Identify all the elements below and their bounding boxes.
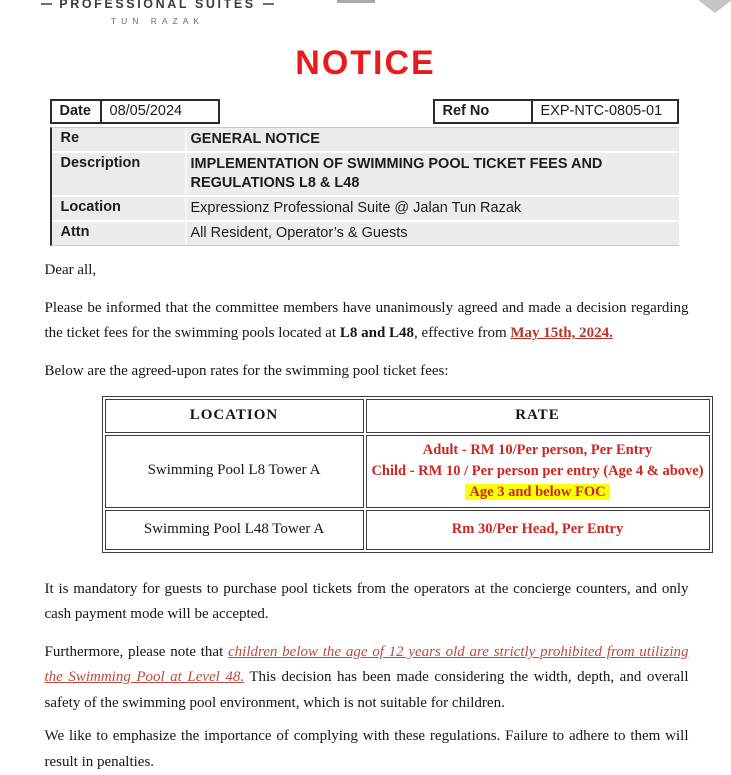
salutation: Dear all,: [45, 258, 689, 284]
rates-table: [102, 396, 713, 553]
para1-levels: L8 and L48: [340, 325, 414, 341]
notice-title: NOTICE: [3, 0, 729, 83]
date-label: Date: [50, 99, 102, 124]
brand-dash-left: [41, 3, 53, 5]
meta-row-location: [52, 197, 679, 222]
meta-gray-rows: [50, 127, 679, 246]
para1-mid: , effective from: [414, 325, 510, 341]
date-value: 08/05/2024: [100, 99, 220, 124]
triangle-down-icon: [698, 0, 731, 13]
description-label: Description: [52, 153, 187, 195]
re-label: Re: [52, 128, 187, 151]
paragraph-mandatory-tickets: It is mandatory for guests to purchase pool tickets from the operators at the concierge counters, and only cash payment mode will be accepted.: [45, 577, 689, 628]
child-rate: Child - RM 10 / Per person per entry (Age 4 & above): [371, 461, 705, 482]
meta-row-description: [52, 153, 679, 197]
para3-pre: Furthermore, please note that: [45, 644, 229, 660]
effective-date: May 15th, 2024.: [510, 325, 613, 341]
refno-label: Ref No: [433, 99, 533, 124]
rates-intro-line: Below are the agreed-upon rates for the swimming pool ticket fees:: [45, 359, 689, 385]
para3-post: This decision has been made considering the width, depth, and overall safety of the swimming pool environment, which is not suitable for children.: [45, 669, 689, 711]
paragraph-compliance: We like to emphasize the importance of complying with these regulations. Failure to adhere to them will result in penalties.: [45, 724, 689, 775]
rate-column-header: RATE: [366, 399, 710, 433]
scan-artifact-bar: [337, 0, 375, 3]
adult-rate: Adult - RM 10/Per person, Per Entry: [371, 440, 705, 461]
meta-row-date-ref: [50, 99, 679, 124]
attn-value: All Resident, Operator’s & Guests: [187, 222, 679, 245]
rates-header-row: [105, 399, 710, 433]
foc-highlight: Age 3 and below FOC: [465, 484, 609, 500]
table-row-pool-l8: [105, 435, 710, 508]
paragraph-effective-date: [45, 296, 689, 347]
brand-subtitle: TUN RAZAK: [41, 16, 275, 26]
re-value: GENERAL NOTICE: [187, 128, 679, 151]
brand-name-row: [41, 0, 275, 11]
description-value: IMPLEMENTATION OF SWIMMING POOL TICKET FEES AND REGULATIONS L8 & L48: [187, 153, 679, 195]
notice-document: [3, 0, 729, 720]
meta-row-spacer: [220, 99, 433, 124]
meta-row-re: [52, 128, 679, 153]
meta-table: [50, 99, 679, 246]
pool-l8-location: Swimming Pool L8 Tower A: [105, 435, 364, 508]
attn-label: Attn: [52, 222, 187, 245]
meta-row-attn: [52, 222, 679, 245]
para1-text: Please be informed that the committee members have unanimously agreed and made a decision regarding the ticket fees for the swimming pools located at: [45, 300, 689, 342]
location-label: Location: [52, 197, 187, 220]
pool-l48-rates: [366, 510, 710, 550]
location-value: Expressionz Professional Suite @ Jalan Tun Razak: [187, 197, 679, 220]
pool-l48-location: Swimming Pool L48 Tower A: [105, 510, 364, 550]
refno-value: EXP-NTC-0805-01: [531, 99, 679, 124]
brand-dash-right: [263, 3, 275, 5]
pool-l8-rates: [366, 435, 710, 508]
foc-rate-line: [371, 482, 705, 503]
paragraph-children-prohibited: [45, 640, 689, 717]
table-row-pool-l48: [105, 510, 710, 550]
notice-body: [45, 258, 689, 775]
prohibition-clause: children below the age of 12 years old are strictly prohibited from utilizing the Swimming Pool at Level 48.: [45, 644, 689, 686]
l48-rate: Rm 30/Per Head, Per Entry: [371, 519, 705, 540]
letterhead-logo: [41, 0, 275, 26]
location-column-header: LOCATION: [105, 399, 364, 433]
brand-name: PROFESSIONAL SUITES: [59, 0, 255, 11]
